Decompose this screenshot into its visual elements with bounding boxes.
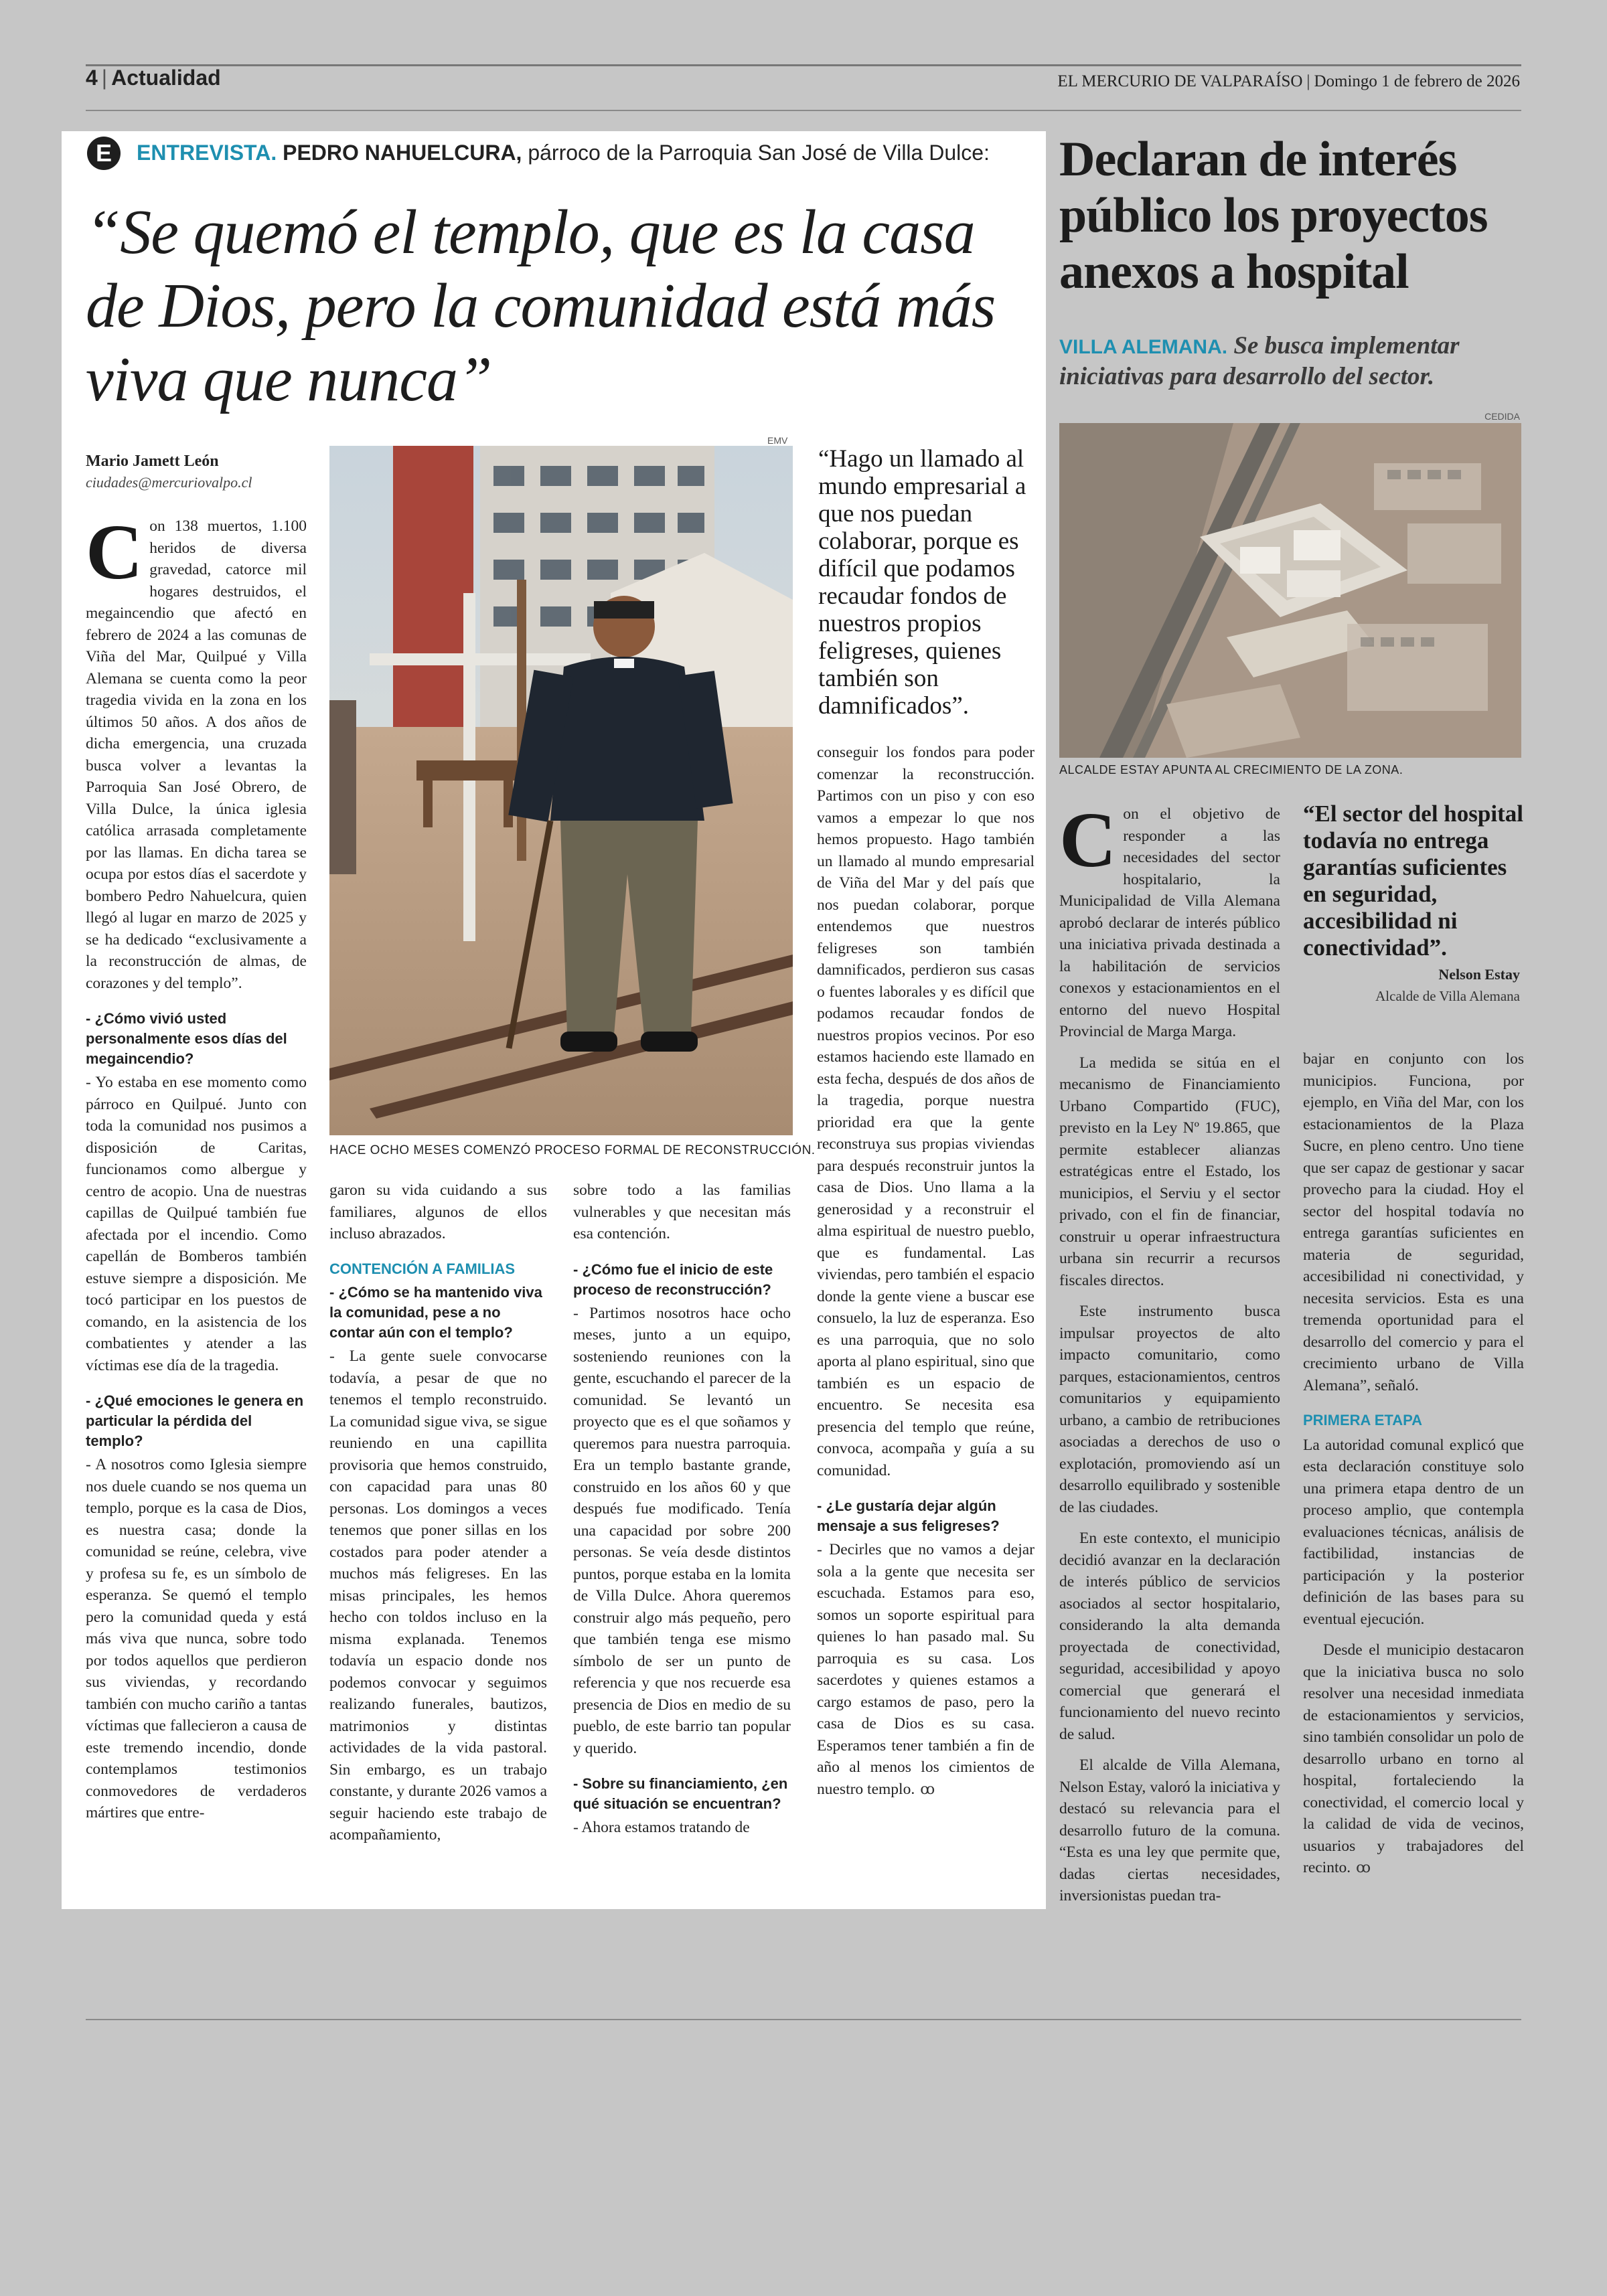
side-column-1 — [1059, 796, 1280, 1916]
quote-author-role: Alcalde de Villa Alemana — [1375, 988, 1520, 1004]
side-paragraph-6: La autoridad comunal explicó que esta declaración constituye solo una primera etapa dentro de un proceso amplio, que contempla evaluaciones técnicas, análisis de factibilidad, instancias de participación y la posterior definición de las bases para su eventual ejecución. — [1303, 1436, 1524, 1628]
side-end-mark: ꝏ — [1356, 1859, 1371, 1876]
interview-column-1 — [86, 508, 307, 1833]
page-number: 4 — [86, 66, 98, 90]
answer-3: - La gente suele convocarse todavía, a pesar de que no tenemos el templo reconstruido. La comunidad sigue viva, se sigue reuniendo en una capillita provisoria que hemos construido, con capacidad para unas 80 personas. Los domingos a veces tenemos que poner sillas en los costados para poder atender a muchos más feligreses. En las misas principales, les hemos hecho con toldos incluso en la misma explanada. Tenemos todavía un espacio donde nos podemos convocar y seguimos realizando funerales, bautizos, matrimonios y distintas actividades de la vida pastoral. Sin embargo, es un trabajo constante, y durante 2026 vamos a seguir haciendo este trabajo de acompañamiento, — [329, 1347, 547, 1843]
side-headline: Declaran de interés público los proyectos anexos a hospital — [1059, 132, 1488, 299]
interview-headline: “Se quemó el templo, que es la casa de Dios, pero la comunidad está más viva que nunca” — [86, 197, 996, 414]
pull-quote: “Hago un llamado al mundo empresarial a que nos puedan colaborar, porque es difícil que podamos recaudar fondos de nuestros propios feligreses, quienes también son damnificados”. — [818, 445, 1026, 720]
question-4: - ¿Cómo fue el inicio de este proceso de reconstrucción? — [573, 1260, 773, 1298]
issue-date: Domingo 1 de febrero de 2026 — [1314, 72, 1520, 90]
interview-column-3 — [573, 1179, 791, 1848]
end-mark: ꝏ — [920, 1780, 935, 1797]
header-rule — [86, 110, 1521, 111]
side-intro: on el objetivo de responder a las necesidades del sector hospitalario, la Municipalidad de Villa Alemana aprobó declarar de interés público una iniciativa privada destinada a la habilitación de servicios conexos y estacionamientos en el entorno del nuevo Hospital Provincial de Marga Marga. — [1059, 805, 1280, 1040]
quote-author: Nelson Estay — [1438, 966, 1520, 983]
photo-credit: EMV — [767, 435, 788, 446]
column-3-continuation: sobre todo a las familias vulnerables y que necesitan más esa contención. — [573, 1181, 791, 1242]
question-5: - Sobre su financiamiento, ¿en qué situación se encuentran? — [573, 1775, 788, 1812]
answer-5: - Ahora estamos tratando de — [573, 1819, 750, 1836]
interview-column-2 — [329, 1179, 547, 1856]
hospital-aerial-photo — [1059, 423, 1521, 758]
author-name: Mario Jamett León — [86, 453, 219, 470]
side-deck — [1059, 331, 1528, 392]
interview-column-4 — [817, 742, 1035, 1809]
photo-caption: HACE OCHO MESES COMENZÓ PROCESO FORMAL DE RECONSTRUCCIÓN. — [329, 1143, 816, 1157]
aerial-photo-caption: ALCALDE ESTAY APUNTA AL CRECIMIENTO DE LA ZONA. — [1059, 763, 1403, 776]
kicker-name: PEDRO NAHUELCURA, — [283, 141, 522, 165]
answer-2: - A nosotros como Iglesia siempre nos duele cuando se nos quema un templo, porque es la casa de Dios, es nuestra casa; donde la comunidad se reúne, celebra, vive y profesa su fe, es un símbolo de esperanza. Se quemó el templo pero la comunidad queda y está más viva que nunca, sobre todo por todos aquellos que perdieron sus viviendas, y recordando también con mucho cariño a tantas víctimas que fallecieron a causa de este tremendo incendio, donde contemplamos testimonios conmovedores de verdaderos mártires que entre- — [86, 1456, 307, 1821]
deck-place: VILLA ALEMANA. — [1059, 336, 1228, 358]
masthead: EL MERCURIO DE VALPARAÍSO | Domingo 1 de febrero de 2026 — [1057, 72, 1520, 90]
top-rule — [86, 64, 1521, 66]
section-heading-families: CONTENCIÓN A FAMILIAS — [329, 1260, 516, 1277]
question-3: - ¿Cómo se ha mantenido viva la comunidad, pese a no contar aún con el templo? — [329, 1284, 542, 1341]
kicker-label: ENTREVISTA. — [137, 141, 277, 165]
answer-1: - Yo estaba en ese momento como párroco en Quilpué. Junto con toda la comunidad nos pusimos a disposición de Caritas, funcionamos como albergue y centro de acopio. Una de nuestras capillas de Quilpué también fue afectada por el incendio. Como capellán de Bomberos también estuve siempre a disposición. Me tocó participar en los puestos de comando, en la asistencia de los combatientes y atender a las víctimas ese día de la tragedia. — [86, 1074, 307, 1374]
dropcap: C — [86, 508, 143, 596]
newspaper-name: EL MERCURIO DE VALPARAÍSO — [1057, 72, 1303, 90]
deck-text: Se busca implementar iniciativas para desarrollo del sector. — [1059, 332, 1460, 390]
answer-6: - Decirles que no vamos a dejar sola a la gente que necesita ser escuchada. Estamos para eso, somos un soporte espiritual para quienes lo han pasado mal. Su parroquia es su casa. Los sacerdotes y quienes estamos a cargo estamos de paso, pero la casa de Dios es su casa. Esperamos tener también a fin de año al menos los cimientos de nuestro templo. — [817, 1541, 1035, 1798]
section-heading-stage: PRIMERA ETAPA — [1303, 1412, 1423, 1428]
section-name: Actualidad — [111, 66, 221, 90]
interview-badge: E — [87, 137, 121, 170]
aerial-photo-credit: CEDIDA — [1484, 411, 1520, 422]
side-paragraph-3: Este instrumento busca impulsar proyectos de alto impacto comunitario, como parques, estacionamientos, centros comunitarios y equipamiento urbano, a cambio de retribuciones asociadas a derechos de uso o explotación, promoviendo así un desarrollo equilibrado y sostenible de las ciudades. — [1059, 1303, 1280, 1516]
bottom-rule — [86, 2019, 1521, 2020]
side-paragraph-2: La medida se sitúa en el mecanismo de Financiamiento Urbano Compartido (FUC), previsto en la Ley Nº 19.865, que permite establecer alianzas estratégicas entre el Estado, los municipios, el Serviu y el sector privado, con el fin de financiar, construir u operar infraestructura urbana sin recurrir a recursos fiscales directos. — [1059, 1054, 1280, 1289]
answer-4: - Partimos nosotros hace ocho meses, junto a un equipo, sosteniendo reuniones con la gente, escuchando el parecer de la comunidad. Se levantó un proyecto que es el que soñamos y queremos para nuestra parroquia. Era un templo bastante grande, construido en los años 60 y que después fue modificado. Tenía una capacidad por sobre 200 personas. Se veía desde distintos puntos, porque estaba en la lomita de Villa Dulce. Ahora queremos construir algo más pequeño, pero que también tenga ese mismo símbolo de ser un punto de referencia y que nos recuerde esa presencia de Dios en medio de su pueblo, de este barrio tan popular y querido. — [573, 1304, 791, 1757]
side-dropcap: C — [1059, 796, 1117, 884]
column-4-continuation: conseguir los fondos para poder comenzar la reconstrucción. Partimos con un piso y con eso vamos a empezar lo que nos hemos propuesto. Hago también un llamado al mundo empresarial de Viña del Mar y del país que nos puedan colaborar, porque entendemos que nuestros feligreses son también damnificados, perdieron sus casas o fuentes laborales y es difícil que podamos recaudar fondos de nuestros propios vecinos. Por eso estamos haciendo este llamado en esta fecha, después de dos años de la tragedia, porque nuestra prioridad era que la gente reconstruya sus propias viviendas para después reconstruir juntos la casa de Dios. Uno llama a la generosidad y a reconstruir el alma espiritual de nuestro pueblo, que es fundamental. Las viviendas, pero también el espacio donde la gente viene a buscar ese consuelo, la luz de esperanza. Eso es una parroquia, que no solo aporta al plano espiritual, sino que también es un espacio de encuentro. Se necesita esa presencia del templo que reúne, convoca, acompaña y guía a su comunidad. — [817, 744, 1035, 1479]
question-1: - ¿Cómo vivió usted personalmente esos días del megaincendio? — [86, 1010, 287, 1067]
side-column-2-continuation: bajar en conjunto con los municipios. Funciona, por ejemplo, en Viña del Mar, con los estacionamientos de la Plaza Sucre, en pleno centro. Uno tiene que ser capaz de gestionar y sacar provecho para la ciudad. Hoy el sector del hospital todavía no entrega garantías suficientes en materia de seguridad, accesibilidad ni conectividad, y necesita servicios. Esta es una tremenda oportunidad para el desarrollo del comercio y para el crecimiento urbano de Villa Alemana”, señaló. — [1303, 1050, 1524, 1394]
column-2-continuation: garon su vida cuidando a sus familiares, algunos de ellos incluso abrazados. — [329, 1181, 547, 1242]
side-pull-quote: “El sector del hospital todavía no entrega garantías suficientes en seguridad, accesibilidad ni conectividad”. — [1303, 801, 1523, 961]
author-email: ciudades@mercuriovalpo.cl — [86, 474, 252, 491]
page-folio: 4 | Actualidad — [86, 66, 221, 90]
kicker-rest: párroco de la Parroquia San José de Villa Dulce: — [528, 141, 990, 165]
priest-photo — [329, 446, 793, 1135]
question-2: - ¿Qué emociones le genera en particular la pérdida del templo? — [86, 1392, 304, 1449]
side-paragraph-5: El alcalde de Villa Alemana, Nelson Estay, valoró la iniciativa y destacó su relevancia para el desarrollo futuro de la comuna. “Esta es una ley que permite que, dadas ciertas necesidades, inversionistas puedan tra- — [1059, 1756, 1280, 1904]
intro-text: on 138 muertos, 1.100 heridos de diversa gravedad, catorce mil hogares destruidos, el megaincendio que afectó en febrero de 2024 a las comunas de Viña del Mar, Quilpué y Villa Alemana se cuenta como la peor tragedia vivida en la zona en los últimos 50 años. A dos años de dicha emergencia, una cruzada busca volver a levantas la Parroquia San José Obrero, de Villa Dulce, la única iglesia católica arrasada completamente por las llamas. En dicha tarea se ocupa por estos días el sacerdote y bombero Pedro Nahuelcura, quien llegó al lugar en marzo de 2025 y se ha dedicado “exclusivamente a la reconstrucción de almas, de corazones y del templo”. — [86, 517, 307, 992]
side-paragraph-4: En este contexto, el municipio decidió avanzar en la declaración de interés público de servicios asociados al sector hospitalario, considerando la alta demanda proyectada de conectividad, seguridad, accesibilidad y apoyo comercial que generará el funcionamiento del nuevo recinto de salud. — [1059, 1530, 1280, 1743]
building-left — [393, 446, 473, 727]
question-6: - ¿Le gustaría dejar algún mensaje a sus feligreses? — [817, 1497, 1000, 1534]
side-column-2 — [1303, 1048, 1524, 1888]
side-paragraph-7: Desde el municipio destacaron que la iniciativa busca no solo resolver una necesidad inmediata de estacionamientos y servicios, sino también consolidar un polo de desarrollo urbano en torno al hospital, fortaleciendo la conectividad, el comercio local y la calidad de vida de vecinos, usuarios y trabajadores del recinto. — [1303, 1641, 1524, 1876]
interview-kicker — [137, 141, 990, 165]
